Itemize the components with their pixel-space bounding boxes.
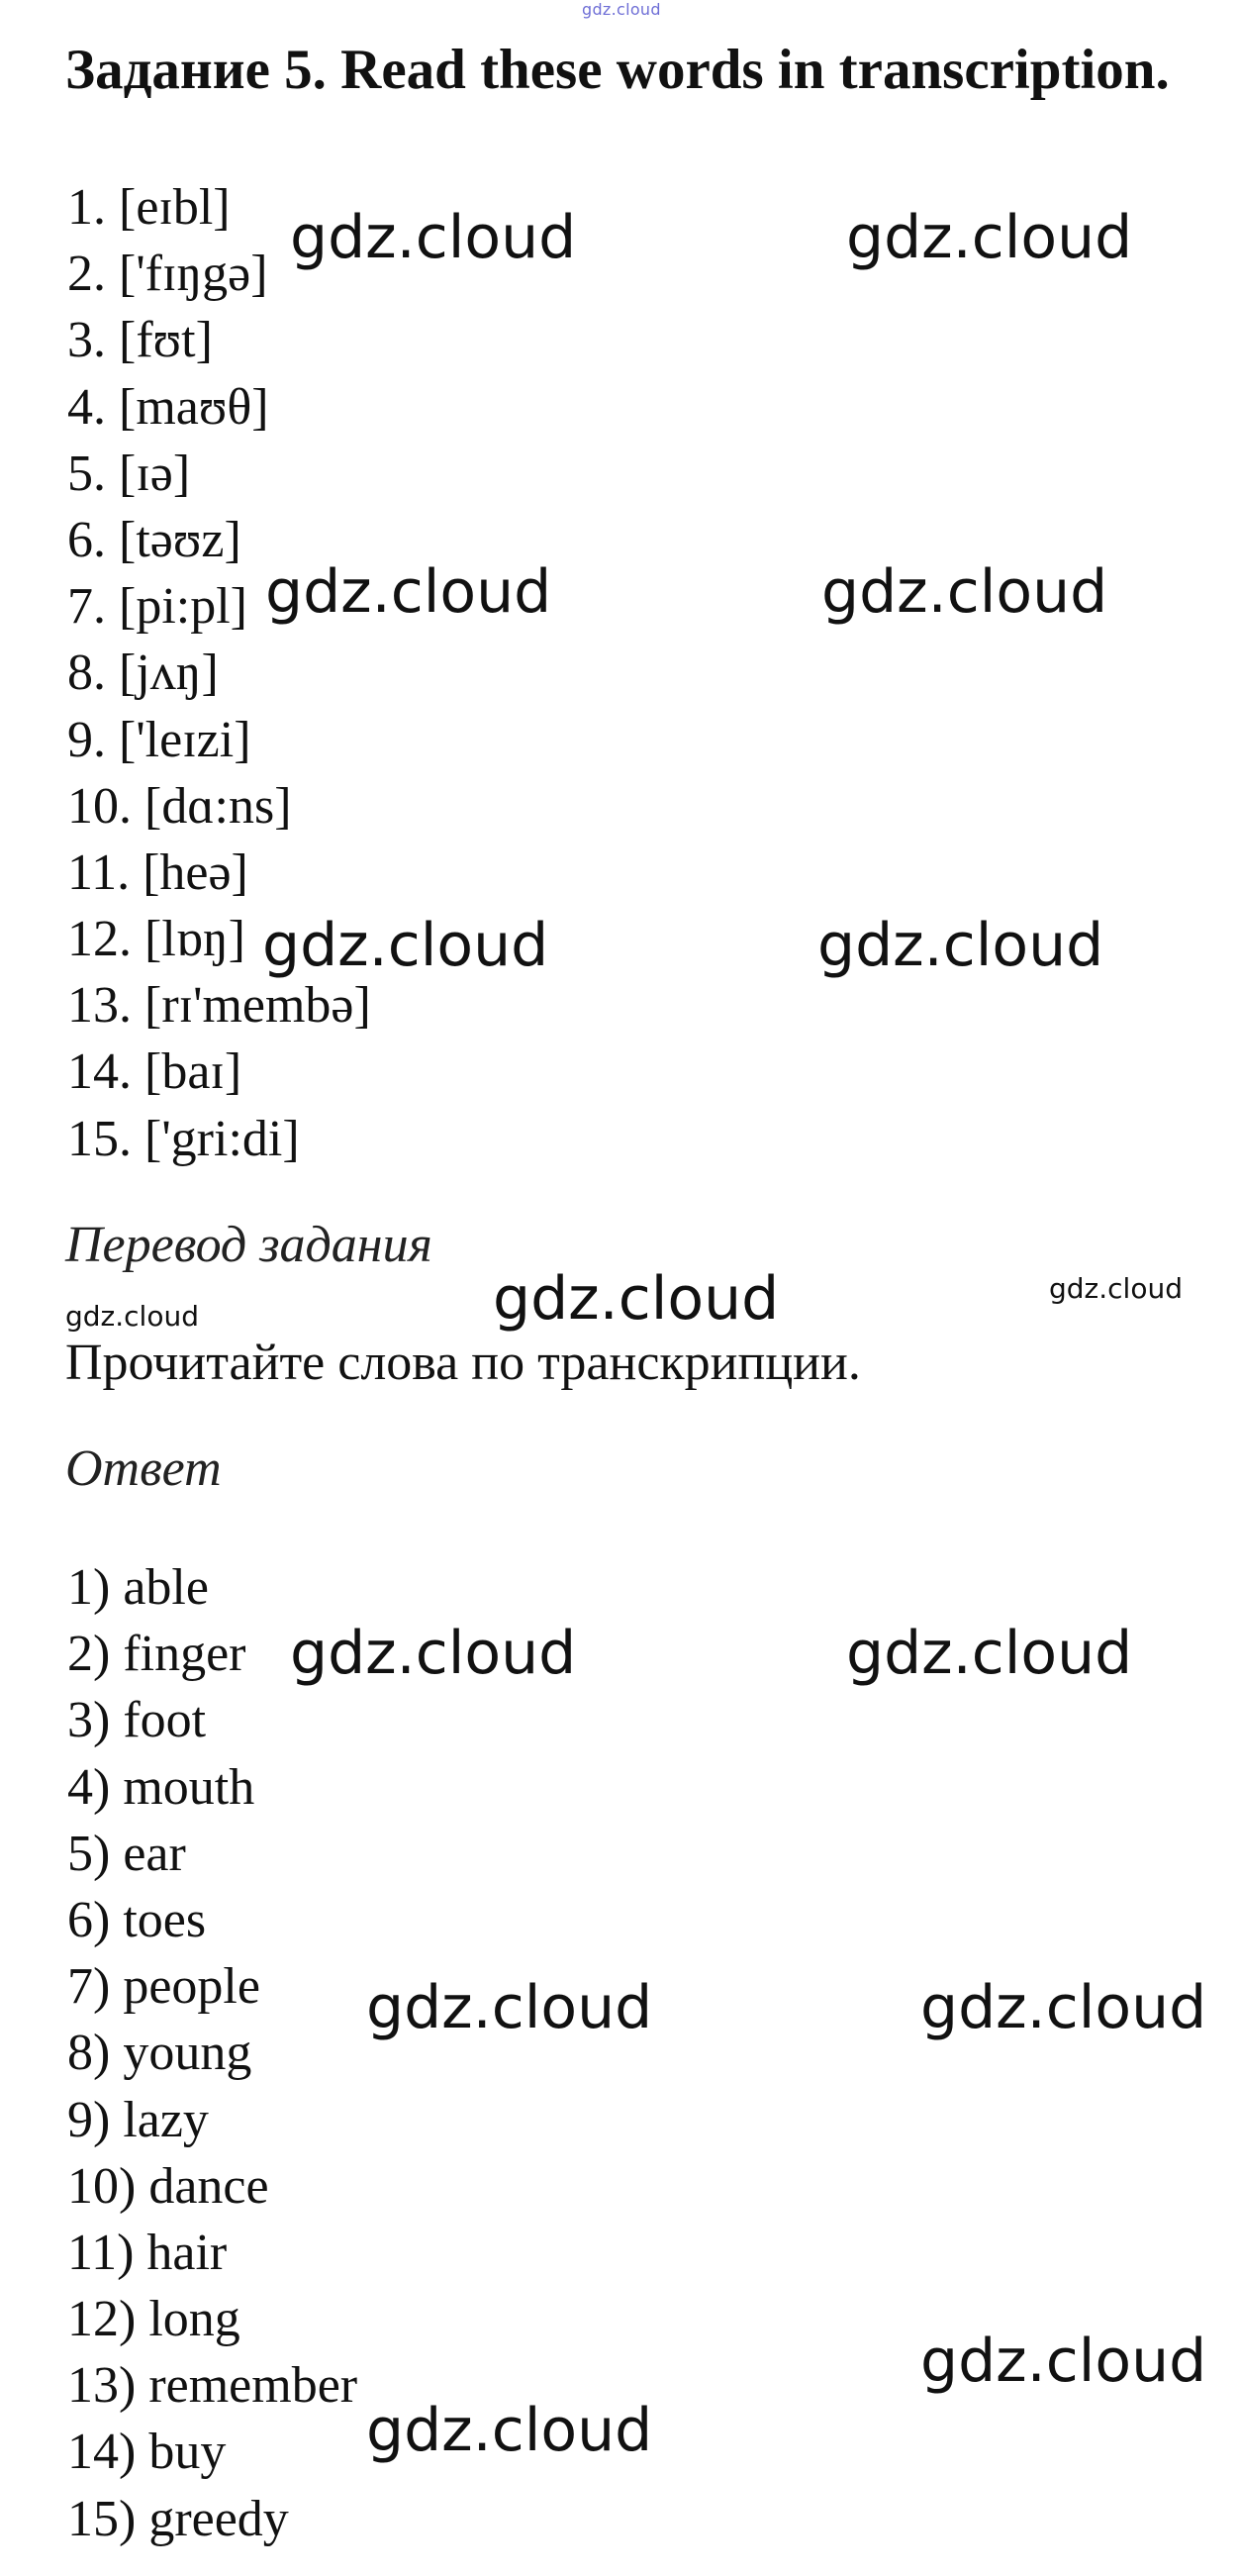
answer-item: 15) greedy [67, 2490, 289, 2547]
transcription-item: 15. ['gri:di] [67, 1110, 300, 1167]
answer-item: 10) dance [67, 2157, 269, 2215]
watermark: gdz.cloud [846, 1619, 1133, 1688]
watermark: gdz.cloud [366, 1973, 653, 2042]
answer-item: 5) ear [67, 1825, 186, 1882]
transcription-item: 14. [baɪ] [67, 1043, 242, 1101]
answer-item: 4) mouth [67, 1758, 255, 1816]
transcription-item: 5. [ɪə] [67, 445, 191, 502]
answer-item: 6) toes [67, 1891, 207, 1948]
watermark: gdz.cloud [265, 557, 552, 627]
answer-item: 9) lazy [67, 2091, 209, 2148]
answer-item: 7) people [67, 1958, 260, 2016]
watermark: gdz.cloud [846, 203, 1133, 272]
transcription-item: 7. [pi:pl] [67, 578, 247, 636]
answer-item: 13) remember [67, 2357, 358, 2415]
answer-item: 1) able [67, 1559, 209, 1616]
watermark: gdz.cloud [366, 2396, 653, 2465]
transcription-item: 11. [heə] [67, 843, 248, 901]
task-title: Задание 5. Read these words in transcription. [65, 39, 1170, 101]
answer-list [67, 1554, 357, 2552]
transcription-item: 8. [jʌŋ] [67, 644, 219, 702]
watermark: gdz.cloud [290, 1619, 577, 1688]
answer-heading: Ответ [65, 1440, 222, 1497]
transcription-item: 2. ['fɪŋgə] [67, 246, 268, 303]
transcription-item: 10. [dɑ:ns] [67, 777, 292, 835]
answer-item: 8) young [67, 2025, 252, 2082]
watermark: gdz.cloud [920, 2327, 1207, 2396]
answer-item: 14) buy [67, 2424, 227, 2481]
transcription-list [67, 174, 371, 1172]
transcription-item: 6. [təʊz] [67, 511, 241, 568]
watermark: gdz.cloud [262, 911, 549, 980]
watermark-small: gdz.cloud [1049, 1272, 1183, 1305]
transcription-item: 12. [lɒŋ] [67, 911, 245, 968]
answer-item: 12) long [67, 2291, 240, 2348]
watermark-small: gdz.cloud [65, 1300, 199, 1333]
transcription-item: 13. [rɪ'membə] [67, 977, 371, 1035]
answer-item: 3) foot [67, 1692, 207, 1749]
watermark: gdz.cloud [290, 203, 577, 272]
transcription-item: 3. [fʊt] [67, 312, 213, 369]
answer-item: 11) hair [67, 2224, 228, 2281]
transcription-item: 1. [eɪbl] [67, 179, 231, 236]
watermark: gdz.cloud [920, 1973, 1207, 2042]
transcription-item: 9. ['leɪzi] [67, 711, 251, 768]
header-watermark: gdz.cloud [582, 0, 661, 19]
watermark: gdz.cloud [493, 1264, 780, 1334]
watermark: gdz.cloud [817, 911, 1104, 980]
watermark: gdz.cloud [821, 557, 1108, 627]
translation-text: Прочитайте слова по транскрипции. [65, 1335, 861, 1391]
translation-heading: Перевод задания [65, 1217, 432, 1273]
transcription-item: 4. [maʊθ] [67, 378, 269, 436]
answer-item: 2) finger [67, 1626, 246, 1683]
